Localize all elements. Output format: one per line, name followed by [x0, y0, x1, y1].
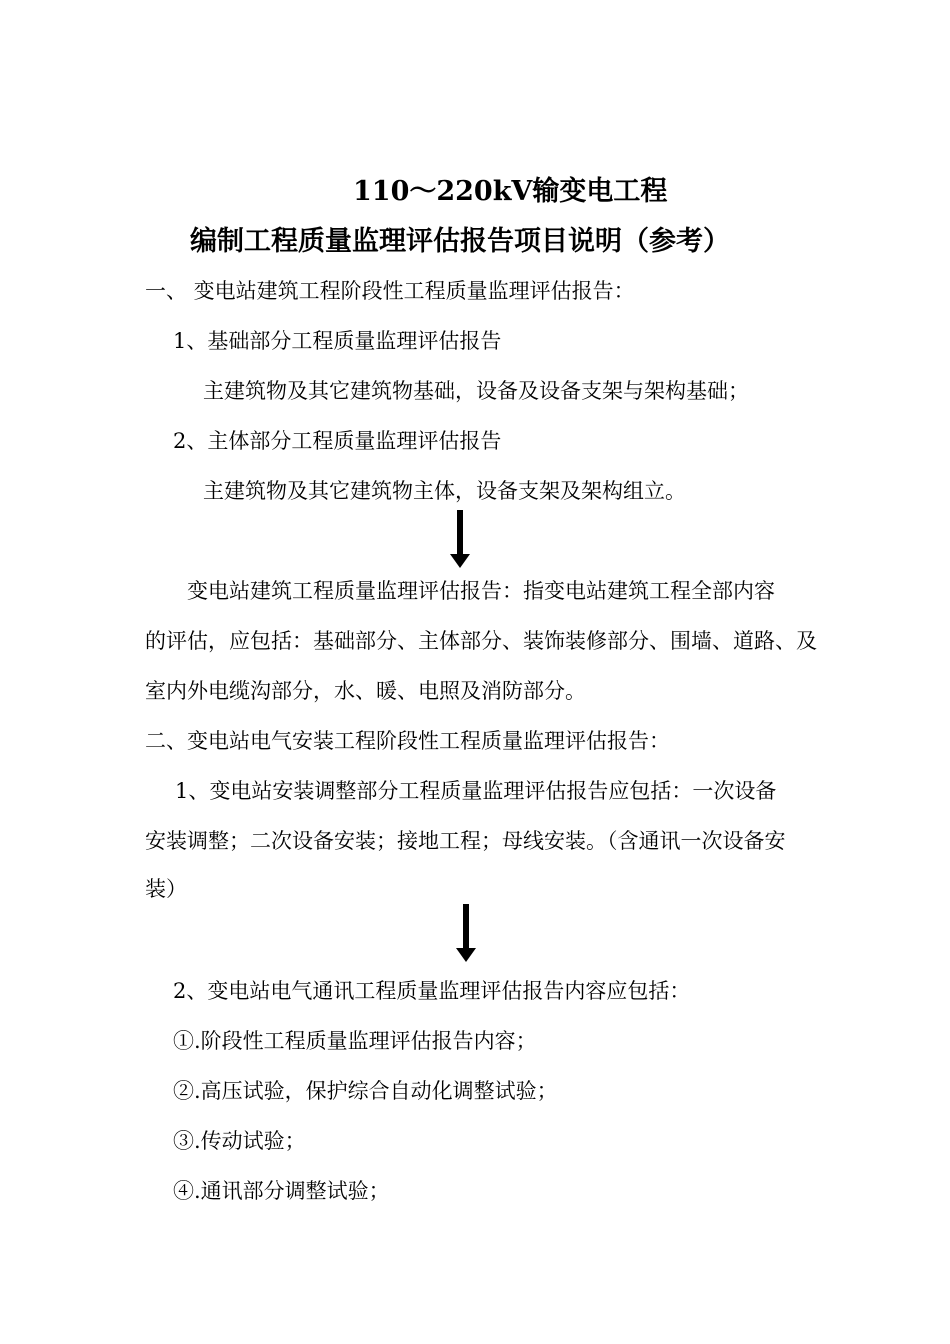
section-2-item-2-title: 2、变电站电气通讯工程质量监理评估报告内容应包括：: [173, 979, 691, 1003]
down-arrow-icon: [450, 510, 470, 568]
title-line-1: 110～220kV输变电工程: [353, 176, 668, 207]
section-1-item-1-title: 1、基础部分工程质量监理评估报告: [173, 329, 502, 353]
section-1-item-2-title: 2、主体部分工程质量监理评估报告: [173, 429, 502, 453]
section-2-sub-item-4: ④.通讯部分调整试验；: [173, 1179, 390, 1203]
section-1-item-1-desc: 主建筑物及其它建筑物基础，设备及设备支架与架构基础；: [203, 379, 749, 403]
section-1-item-2-desc: 主建筑物及其它建筑物主体，设备支架及架构组立。: [203, 479, 686, 503]
section-2-sub-item-2: ②.高压试验，保护综合自动化调整试验；: [173, 1079, 558, 1103]
down-arrow-icon: [456, 904, 476, 962]
section-2-sub-item-1: ①.阶段性工程质量监理评估报告内容；: [173, 1029, 537, 1053]
section-2-heading: 二、变电站电气安装工程阶段性工程质量监理评估报告：: [145, 729, 670, 753]
title-line-2: 编制工程质量监理评估报告项目说明（参考）: [190, 226, 730, 257]
section-2-sub-item-3: ③.传动试验；: [173, 1129, 306, 1153]
section-1-summary-line-2: 的评估，应包括：基础部分、主体部分、装饰装修部分、围墙、道路、及: [145, 629, 817, 653]
section-2-item-1-line-2: 安装调整；二次设备安装；接地工程；母线安装。（含通讯一次设备安: [145, 829, 786, 853]
section-1-summary-line-1: 变电站建筑工程质量监理评估报告：指变电站建筑工程全部内容: [187, 579, 775, 603]
section-2-item-1-line-1: 1、变电站安装调整部分工程质量监理评估报告应包括：一次设备: [175, 779, 777, 803]
section-2-item-1-line-3: 装）: [145, 877, 187, 901]
section-1-summary-line-3: 室内外电缆沟部分，水、暖、电照及消防部分。: [145, 679, 586, 703]
section-1-heading: 一、 变电站建筑工程阶段性工程质量监理评估报告：: [145, 279, 635, 303]
